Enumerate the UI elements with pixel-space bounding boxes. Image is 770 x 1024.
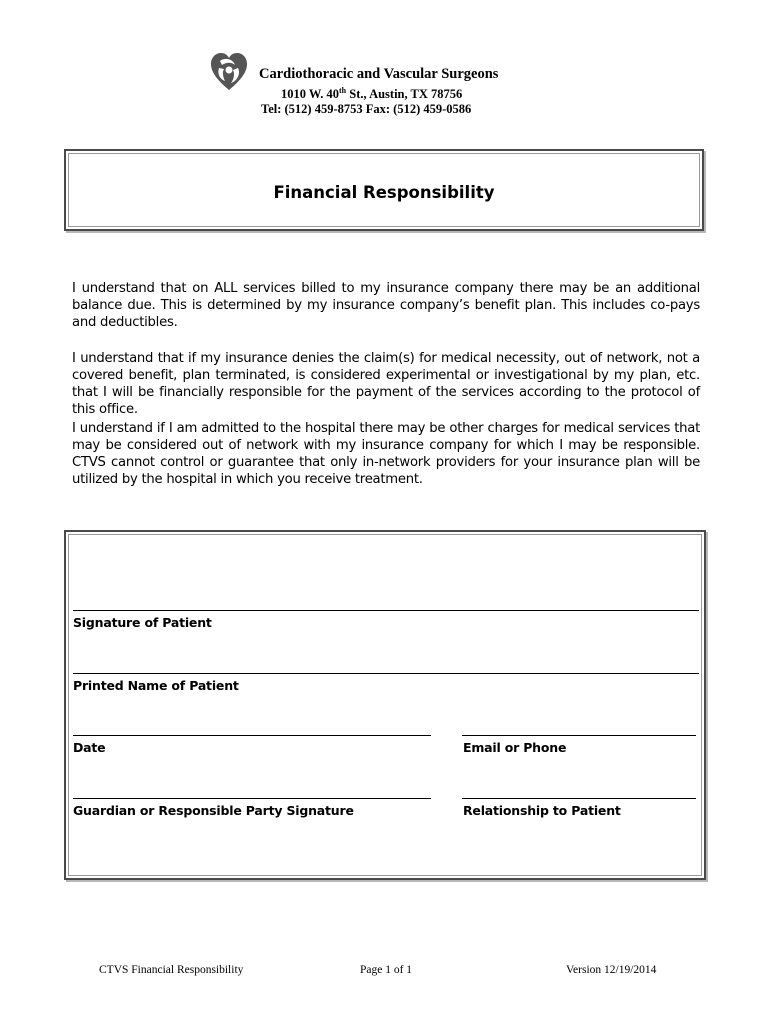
signature-box-inner-border — [68, 534, 702, 876]
relationship-line[interactable] — [462, 798, 696, 799]
guardian-signature-label: Guardian or Responsible Party Signature — [73, 803, 354, 818]
title-box — [64, 149, 704, 231]
patient-signature-label: Signature of Patient — [73, 615, 212, 630]
address-street-number: 1010 W. 40 — [281, 87, 340, 102]
relationship-label: Relationship to Patient — [463, 803, 621, 818]
email-phone-line[interactable] — [462, 735, 696, 736]
date-line[interactable] — [73, 735, 431, 736]
page-title: Financial Responsibility — [273, 183, 495, 202]
signature-box — [64, 530, 706, 880]
organization-name: Cardiothoracic and Vascular Surgeons — [259, 66, 499, 82]
footer-version: Version 12/19/2014 — [566, 964, 657, 976]
address-city-state: St., Austin, TX 78756 — [346, 87, 463, 102]
date-label: Date — [73, 740, 106, 755]
organization-address — [281, 86, 462, 102]
footer-page-number: Page 1 of 1 — [360, 964, 413, 976]
heart-logo-icon — [209, 52, 249, 92]
address-superscript: th — [339, 86, 347, 95]
organization-phone-fax: Tel: (512) 459-8753 Fax: (512) 459-0586 — [261, 102, 472, 116]
printed-name-label: Printed Name of Patient — [73, 678, 239, 693]
printed-name-line[interactable] — [73, 673, 699, 674]
footer-document-name: CTVS Financial Responsibility — [99, 964, 244, 976]
paragraph-hospital-charges: I understand if I am admitted to the hospital there may be other charges for medical services that may be considered out of network with my insurance company for which I may be responsible. CTVS cannot control or guarantee that only in-network providers for your insurance plan will be utilized by the hospital in which you receive treatment. — [72, 421, 700, 487]
paragraph-claim-denial: I understand that if my insurance denies the claim(s) for medical necessity, out of network, not a covered benefit, plan terminated, is considered experimental or investigational by my plan, etc. that I will be financially responsible for the payment of the services according to the protocol of this office. — [72, 351, 700, 417]
patient-signature-line[interactable] — [73, 610, 699, 611]
guardian-signature-line[interactable] — [73, 798, 431, 799]
email-phone-label: Email or Phone — [463, 740, 567, 755]
paragraph-balance-due: I understand that on ALL services billed to my insurance company there may be an additional balance due. This is determined by my insurance company’s benefit plan. This includes co-pays and deductibles. — [72, 281, 700, 330]
